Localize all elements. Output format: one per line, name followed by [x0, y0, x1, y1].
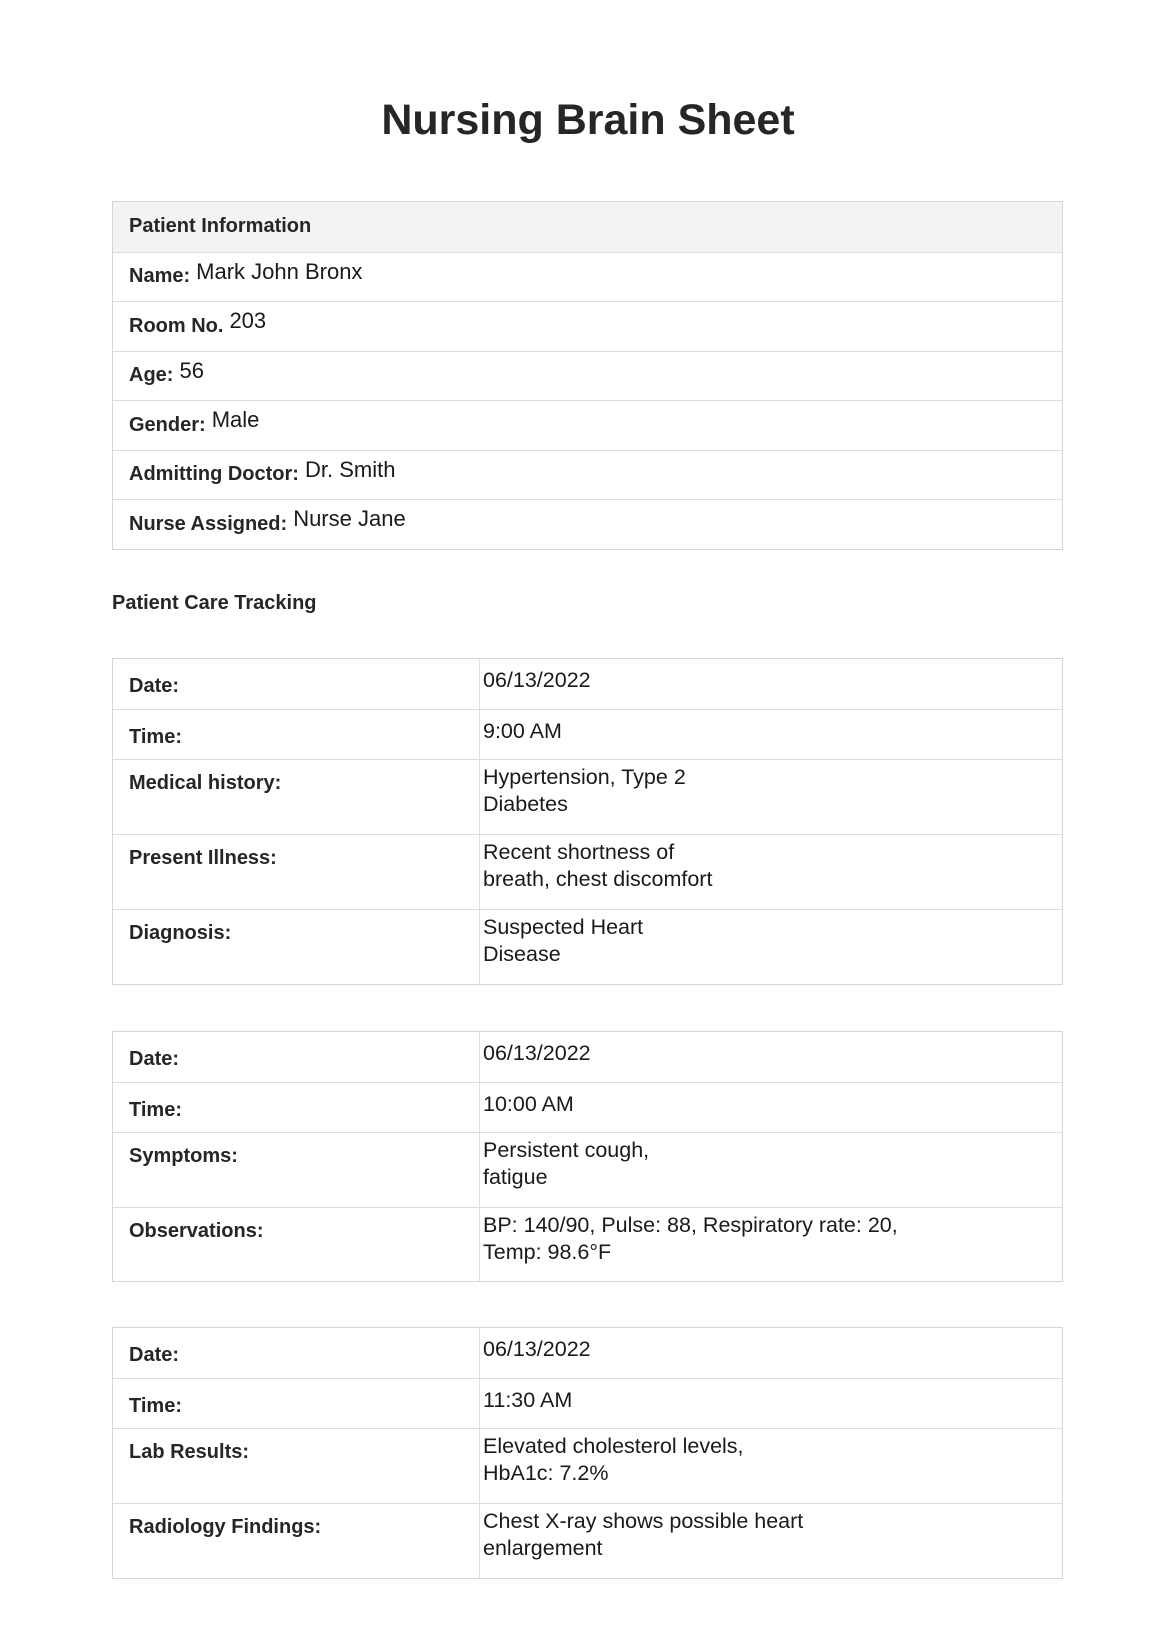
row-value: Elevated cholesterol levels, HbA1c: 7.2%: [483, 1434, 744, 1485]
row-value: Persistent cough, fatigue: [483, 1138, 650, 1189]
row-value: Chest X-ray shows possible heart enlargement: [483, 1509, 804, 1560]
row-label: Time:: [113, 1379, 480, 1428]
row-label: Present Illness:: [113, 835, 480, 909]
care-table-1: [112, 658, 1063, 985]
table-row: [113, 1328, 1062, 1378]
page-title: Nursing Brain Sheet: [381, 96, 795, 144]
row-value: 06/13/2022: [483, 1337, 591, 1361]
row-label: Date:: [113, 659, 480, 709]
row-label: Diagnosis:: [113, 910, 480, 984]
row-label: Lab Results:: [113, 1429, 480, 1503]
field-label: Gender:: [129, 413, 206, 436]
table-row: [113, 1428, 1062, 1503]
row-label: Date:: [113, 1032, 480, 1082]
table-row: [113, 1207, 1062, 1281]
care-table-3: [112, 1327, 1063, 1579]
row-label: Symptoms:: [113, 1133, 480, 1207]
field-value: Dr. Smith: [304, 456, 396, 482]
gender-row: [113, 400, 1062, 450]
row-value: 9:00 AM: [483, 719, 562, 743]
nurse-row: [113, 499, 1062, 549]
table-row: [113, 659, 1062, 709]
row-label: Medical history:: [113, 760, 480, 834]
field-label: Room No.: [129, 314, 224, 337]
field-value: Male: [211, 407, 260, 433]
table-row: [113, 759, 1062, 834]
table-row: [113, 1503, 1062, 1578]
row-label: Date:: [113, 1328, 480, 1378]
row-label: Time:: [113, 1083, 480, 1132]
doctor-row: [113, 450, 1062, 500]
name-row: [113, 252, 1062, 302]
field-value: Nurse Jane: [293, 506, 406, 532]
care-table-2: [112, 1031, 1063, 1282]
row-label: Time:: [113, 710, 480, 759]
row-label: Radiology Findings:: [113, 1504, 480, 1578]
field-label: Age:: [129, 364, 174, 387]
table-row: [113, 1082, 1062, 1132]
table-row: [113, 1132, 1062, 1207]
row-label: Observations:: [113, 1208, 480, 1281]
row-value: 11:30 AM: [483, 1388, 573, 1412]
row-value: Suspected Heart Disease: [483, 915, 644, 966]
row-value: 06/13/2022: [483, 668, 591, 692]
table-header: [113, 202, 1062, 252]
row-value: 10:00 AM: [483, 1092, 574, 1116]
field-label: Admitting Doctor:: [129, 463, 299, 486]
patient-information-table: [112, 201, 1063, 550]
row-value: 06/13/2022: [483, 1041, 591, 1065]
table-row: [113, 709, 1062, 759]
field-value: 203: [229, 308, 267, 334]
table-row: [113, 1378, 1062, 1428]
table-row: [113, 834, 1062, 909]
field-label: Name:: [129, 265, 191, 288]
table-row: [113, 909, 1062, 984]
table-row: [113, 1032, 1062, 1082]
field-value: Mark John Bronx: [196, 258, 363, 284]
section-heading: Patient Care Tracking: [112, 592, 317, 614]
room-row: [113, 301, 1062, 351]
age-row: [113, 351, 1062, 401]
section-header: Patient Information: [129, 215, 312, 238]
row-value: Hypertension, Type 2 Diabetes: [483, 765, 686, 816]
row-value: BP: 140/90, Pulse: 88, Respiratory rate: 20, Temp: 98.6°F: [483, 1213, 898, 1264]
field-value: 56: [179, 357, 204, 383]
row-value: Recent shortness of breath, chest discomfort: [483, 840, 713, 891]
field-label: Nurse Assigned:: [129, 512, 288, 535]
